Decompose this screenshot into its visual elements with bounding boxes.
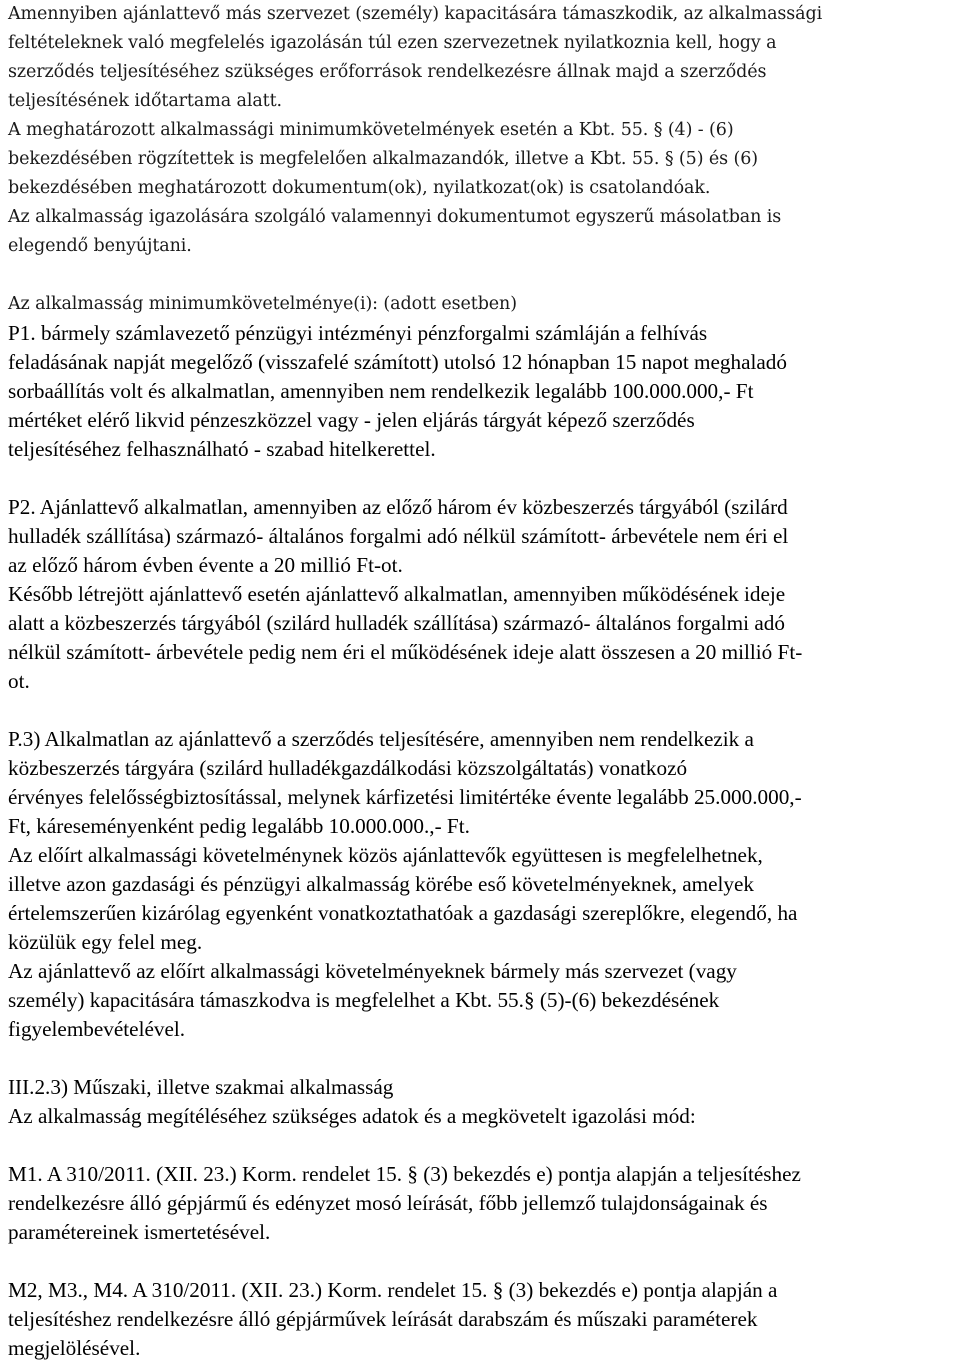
- text-line: M2, M3., M4. A 310/2011. (XII. 23.) Korm. rendelet 15. § (3) bekezdés e) pontja alapján a: [8, 1278, 778, 1302]
- text-line: Ft, káreseményenként pedig legalább 10.000.000.,- Ft.: [8, 814, 470, 838]
- spacer: [8, 464, 954, 493]
- m2-section: [8, 1276, 954, 1363]
- text-line: teljesítésének időtartama alatt.: [8, 91, 282, 111]
- m1-section: [8, 1160, 954, 1247]
- text-line: Az alkalmasság igazolására szolgáló valamennyi dokumentumot egyszerű másolatban is: [8, 207, 782, 227]
- text-line: Az alkalmasság megítéléséhez szükséges adatok és a megkövetelt igazolási mód:: [8, 1104, 696, 1128]
- text-line: illetve azon gazdasági és pénzügyi alkalmasság körébe eső követelményeknek, amelyek: [8, 872, 754, 896]
- text-line: alatt a közbeszerzés tárgyából (szilárd hulladék szállítása) származó- általános forgalmi adó: [8, 611, 785, 635]
- min-requirements-heading: Az alkalmasság minimumkövetelménye(i): (adott esetben): [8, 294, 517, 314]
- spacer: [8, 1044, 954, 1073]
- text-line: közbeszerzés tárgyára (szilárd hulladékgazdálkodási közszolgáltatás) vonatkozó: [8, 756, 688, 780]
- text-line: Amennyiben ajánlattevő más szervezet (személy) kapacitására támaszkodik, az alkalmassági: [8, 4, 823, 24]
- text-line: személy) kapacitására támaszkodva is megfelelhet a Kbt. 55.§ (5)-(6) bekezdésének: [8, 988, 720, 1012]
- p1-section: [8, 319, 954, 464]
- text-line: bekezdésében meghatározott dokumentum(ok), nyilatkozat(ok) is csatolandóak.: [8, 178, 711, 198]
- text-line: M1. A 310/2011. (XII. 23.) Korm. rendelet 15. § (3) bekezdés e) pontja alapján a teljesítéshez: [8, 1162, 801, 1186]
- text-line: P1. bármely számlavezető pénzügyi intézményi pénzforgalmi számláján a felhívás: [8, 321, 708, 345]
- text-line: Az ajánlattevő az előírt alkalmassági követelményeknek bármely más szervezet (vagy: [8, 959, 737, 983]
- text-line: érvényes felelősségbiztosítással, melynek kárfizetési limitértéke évente legalább 25.000.000,-: [8, 785, 802, 809]
- technical-section: [8, 1073, 954, 1131]
- document-page: [8, 0, 954, 1363]
- text-line: bekezdésében rögzítettek is megfelelően alkalmazandók, illetve a Kbt. 55. § (5) és (6): [8, 149, 758, 169]
- p2-section: [8, 493, 954, 696]
- text-line: A meghatározott alkalmassági minimumkövetelmények esetén a Kbt. 55. § (4) - (6): [8, 120, 734, 140]
- text-line: mértéket elérő likvid pénzeszközzel vagy - jelen eljárás tárgyát képező szerződés: [8, 408, 695, 432]
- text-line: feladásának napját megelőző (visszafelé számított) utolsó 12 hónapban 15 napot meghaladó: [8, 350, 787, 374]
- intro-section: [8, 0, 954, 319]
- text-line: paramétereinek ismertetésével.: [8, 1220, 271, 1244]
- p3-section: [8, 725, 954, 1044]
- section-heading: III.2.3) Műszaki, illetve szakmai alkalmasság: [8, 1075, 394, 1099]
- text-line: szerződés teljesítéséhez szükséges erőforrások rendelkezésre állnak majd a szerződés: [8, 62, 767, 82]
- text-line: nélkül számított- árbevétele pedig nem éri el működésének ideje alatt összesen a 20 millió Ft-: [8, 640, 803, 664]
- text-line: az előző három évben évente a 20 millió Ft-ot.: [8, 553, 403, 577]
- spacer: [8, 1131, 954, 1160]
- text-line: sorbaállítás volt és alkalmatlan, amennyiben nem rendelkezik legalább 100.000.000,- Ft: [8, 379, 754, 403]
- text-line: teljesítéshez rendelkezésre álló gépjárművek leírását darabszám és műszaki paraméterek: [8, 1307, 758, 1331]
- text-line: közülük egy felel meg.: [8, 930, 203, 954]
- text-line: P.3) Alkalmatlan az ajánlattevő a szerződés teljesítésére, amennyiben nem rendelkezik a: [8, 727, 754, 751]
- text-line: feltételeknek való megfelelés igazolásán túl ezen szervezetnek nyilatkoznia kell, hogy a: [8, 33, 777, 53]
- text-line: rendelkezésre álló gépjármű és edényzet mosó leírását, főbb jellemző tulajdonságainak és: [8, 1191, 768, 1215]
- spacer: [8, 261, 954, 290]
- text-line: értelemszerűen kizárólag egyenként vonatkoztathatóak a gazdasági szereplőkre, elegendő, ha: [8, 901, 798, 925]
- text-line: hulladék szállítása) származó- általános forgalmi adó nélkül számított- árbevétele nem éri el: [8, 524, 789, 548]
- text-line: Később létrejött ajánlattevő esetén ajánlattevő alkalmatlan, amennyiben működésének ideje: [8, 582, 786, 606]
- text-line: megjelölésével.: [8, 1336, 141, 1360]
- text-line: elegendő benyújtani.: [8, 236, 192, 256]
- text-line: P2. Ajánlattevő alkalmatlan, amennyiben az előző három év közbeszerzés tárgyából (szilárd: [8, 495, 788, 519]
- spacer: [8, 1247, 954, 1276]
- text-line: teljesítéséhez felhasználható - szabad hitelkerettel.: [8, 437, 436, 461]
- text-line: Az előírt alkalmassági követelménynek közös ajánlattevők együttesen is megfelelhetnek,: [8, 843, 763, 867]
- text-line: ot.: [8, 669, 30, 693]
- text-line: figyelembevételével.: [8, 1017, 186, 1041]
- spacer: [8, 696, 954, 725]
